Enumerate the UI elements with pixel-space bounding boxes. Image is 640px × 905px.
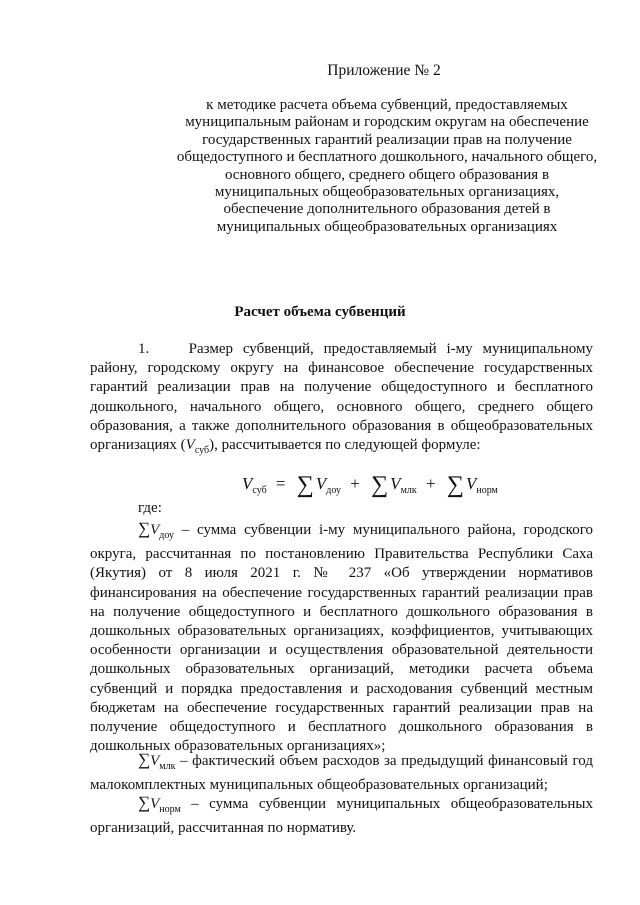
formula-plus: + xyxy=(426,474,436,493)
sum-symbol: ∑ xyxy=(296,472,314,498)
symbol-sum-v-dou: $\sum V_{доу}$ xyxy=(138,519,175,541)
formula-term-3-sub: норм xyxy=(476,485,498,496)
formula-plus: + xyxy=(350,474,360,493)
formula-term-3: V xyxy=(465,474,477,493)
symbol-sum-v-mlk: $\sum V_{млк}$ xyxy=(138,750,176,772)
paragraph-1-text: 1. Размер субвенций, предоставляемый i-му муниципальному району, городскому округу на финансовое обеспечение государственных гарантий реализации прав на получение общедоступного и бесплатного дошкольного, начального общего, основного общего, среднего общего образования, а также дополнительного образования в общеобразовательных организациях ( xyxy=(90,341,593,454)
paragraph-1-text-end: ), рассчитывается по следующей формуле: xyxy=(209,437,481,454)
symbol-sum-v-norm: $\sum V_{норм}$ xyxy=(138,793,181,815)
appendix-subtitle: к методике расчета объема субвенций, предоставляемых муниципальным районам и городским округам на обеспечение государственных гарантий реализации прав на получение общедоступного и бесплатного дошкольного, начального общего, основного общего, среднего общего образования в муниципальных общеобразовательных организациях, обеспечение дополнительного образования детей в муниципальных общеобразовательных организациях xyxy=(176,97,598,235)
where-label: где: xyxy=(138,500,162,516)
definition-norm-text: – сумма субвенции муниципальных общеобразовательных организаций, рассчитанная по нормативу. xyxy=(90,796,593,837)
formula-lhs: V xyxy=(242,474,253,493)
definition-norm xyxy=(90,793,593,838)
formula-term-2-sub: млк xyxy=(400,485,417,496)
formula xyxy=(242,472,498,499)
paragraph-1 xyxy=(90,340,593,460)
definition-mlk xyxy=(90,750,593,795)
sum-symbol: ∑ xyxy=(446,472,464,498)
formula-lhs-sub: суб xyxy=(252,485,267,496)
definition-mlk-text: – фактический объем расходов за предыдущий финансовый год малокомплектных муниципальных общеобразовательных организаций; xyxy=(90,753,593,794)
definition-dou-text: – сумма субвенции i-му муниципального района, городского округа, рассчитанная по постановлению Правительства Республики Саха (Якутия) от 8 июля 2021 г. № 237 «Об утверждении нормативов финансирования на обеспечение государственных гарантий реализации прав на получение общедоступного и бесплатного дошкольного образования в дошкольных образовательных организациях, коэффициентов, учитывающих особенности организации и осуществления образовательной деятельности дошкольных образовательных организаций, методики расчета объема субвенций и порядка предоставления и расходования субвенций местным бюджетам на обеспечение государственных гарантий реализации прав на получение общедоступного и бесплатного дошкольного образования в дошкольных образовательных организациях»; xyxy=(90,522,593,755)
formula-equals: = xyxy=(275,474,286,493)
section-heading: Расчет объема субвенций xyxy=(234,304,406,320)
definition-dou xyxy=(90,519,593,756)
formula-term-1-sub: доу xyxy=(326,485,341,496)
symbol-v-sub: $V_{суб}$ xyxy=(185,437,210,457)
formula-term-2: V xyxy=(390,474,401,493)
formula-term-1: V xyxy=(315,474,327,493)
sum-symbol: ∑ xyxy=(371,472,389,498)
appendix-title: Приложение № 2 xyxy=(327,62,441,79)
